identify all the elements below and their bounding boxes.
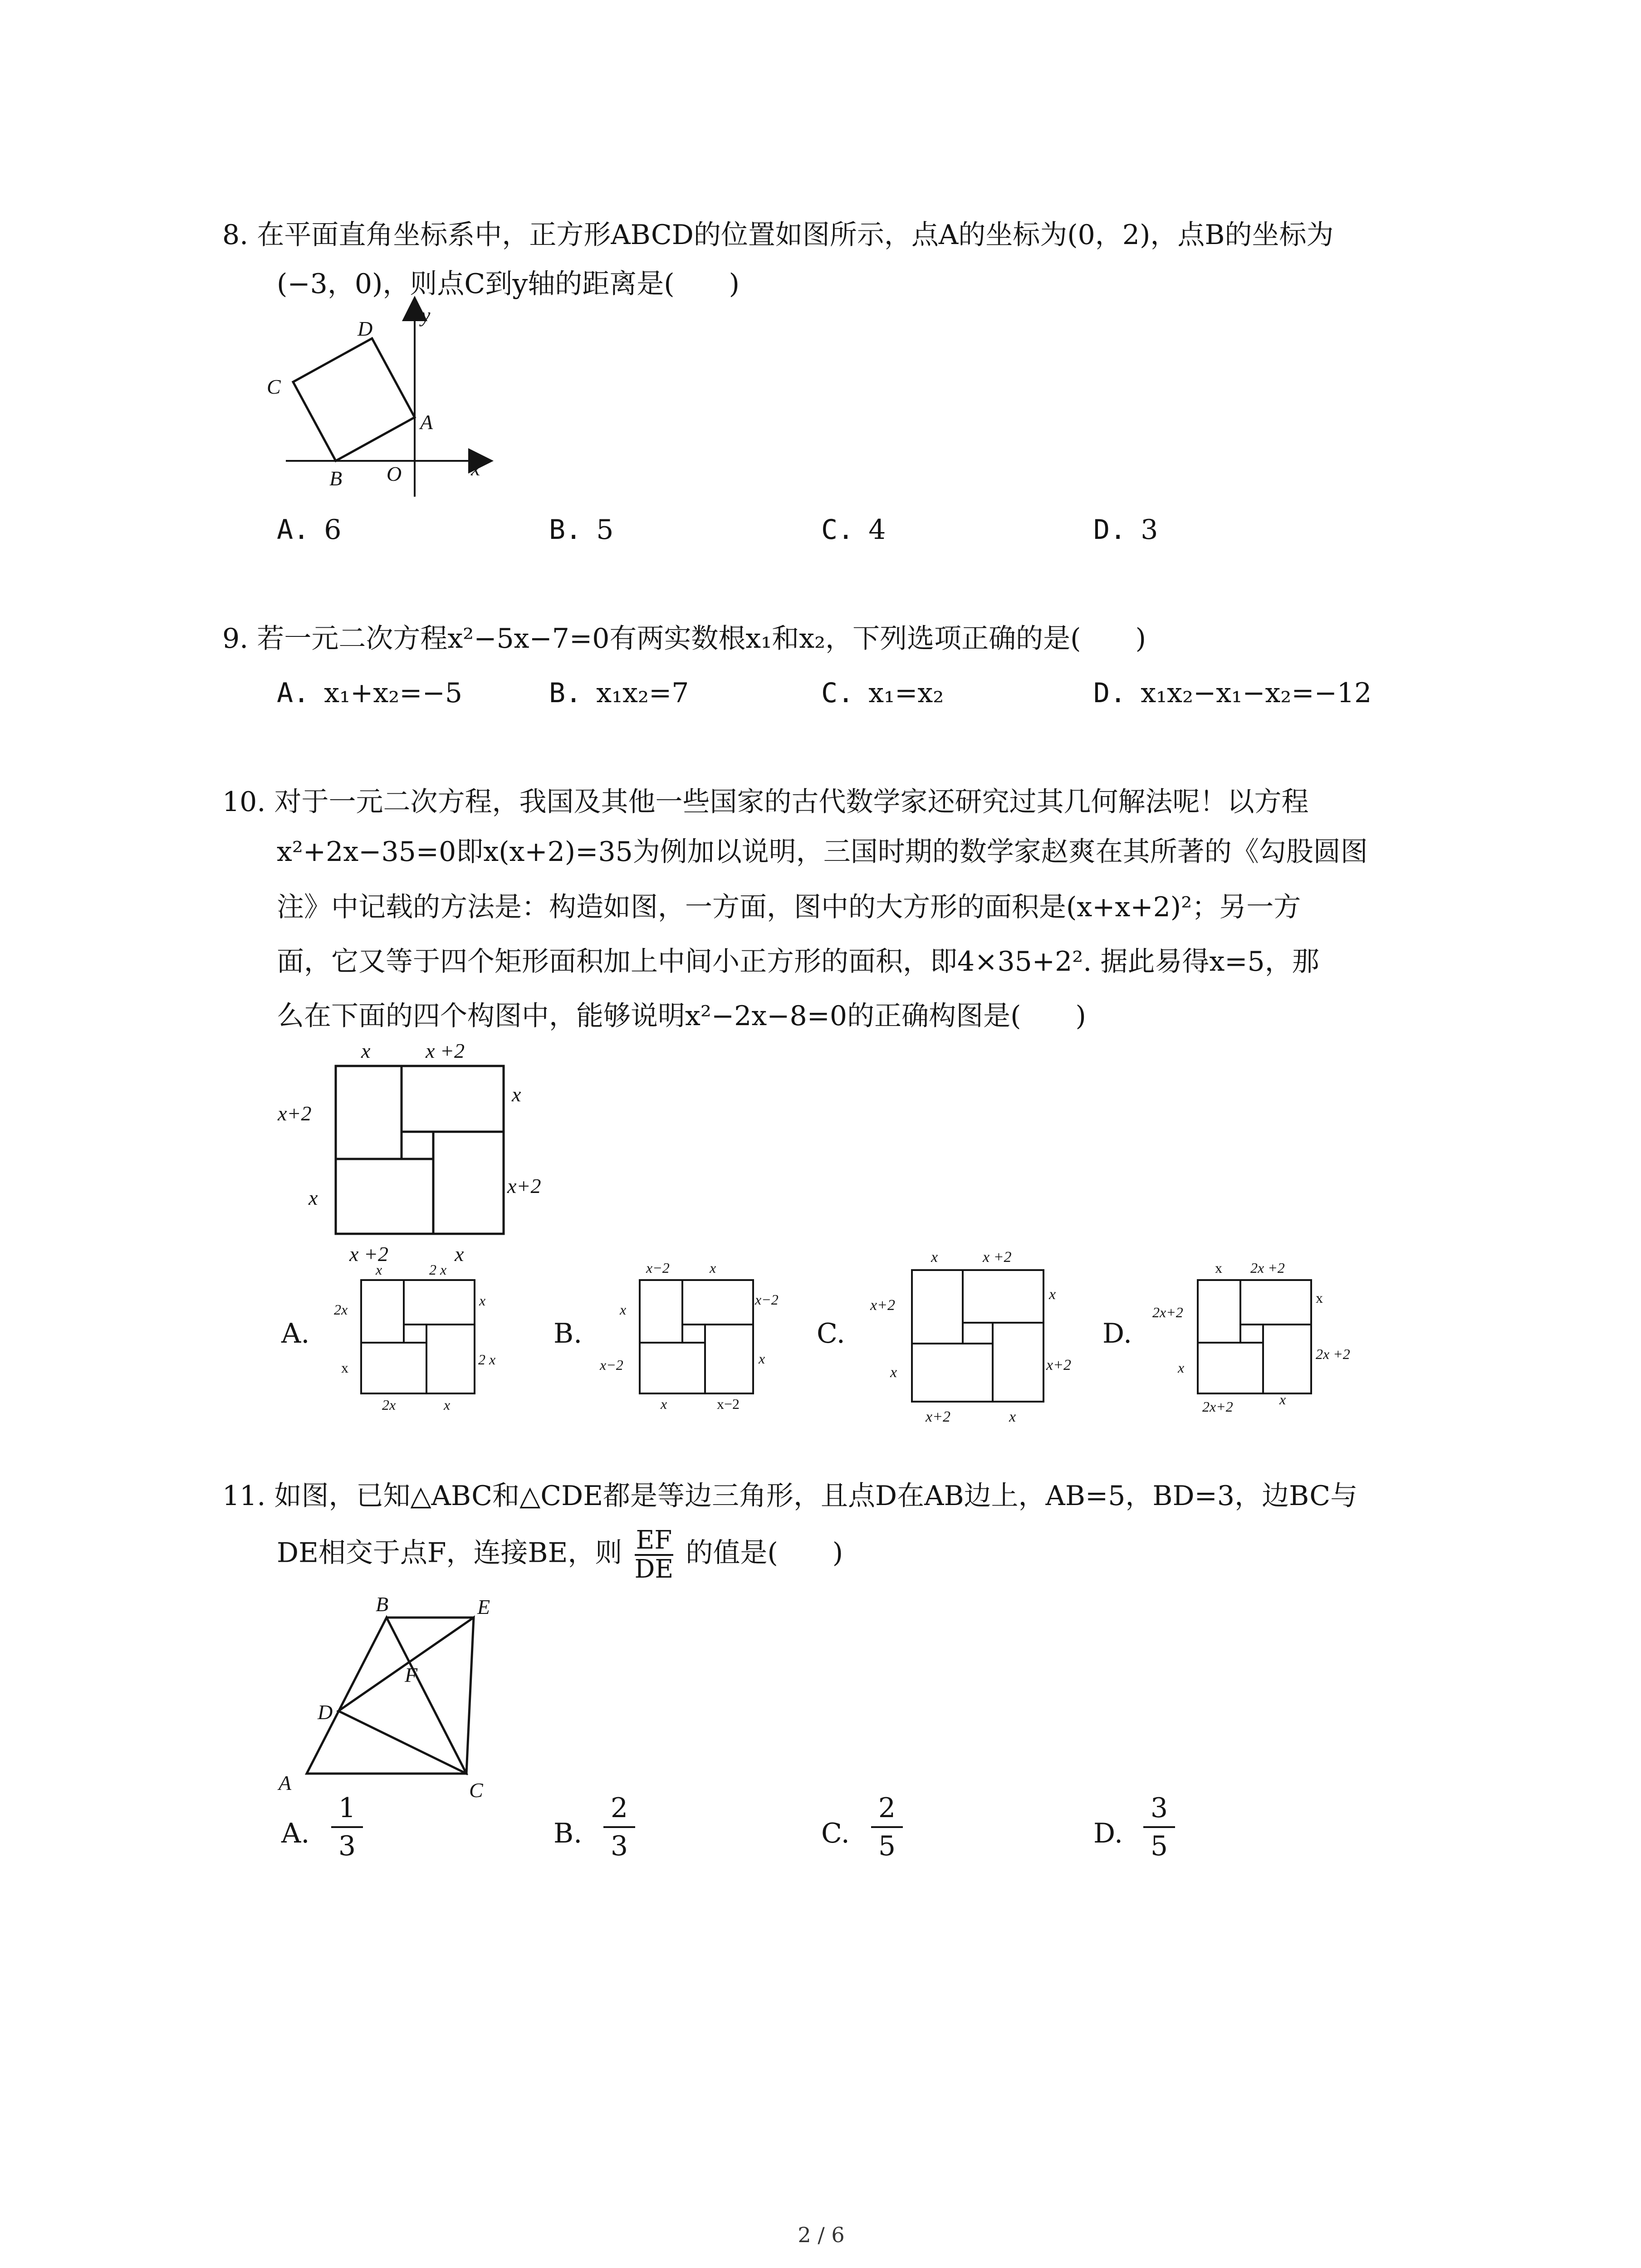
q8-option-b[interactable] (549, 512, 613, 548)
fig-label: 2x +2 (1250, 1260, 1285, 1276)
q9-option-d[interactable] (1093, 675, 1372, 711)
q8-label-d: D (358, 317, 373, 340)
q11-frac-numerator: EF (636, 1525, 672, 1555)
option-text: 5 (596, 514, 614, 546)
fig-label: x−2 (717, 1396, 740, 1412)
option-label: C. (821, 677, 854, 709)
q10-option-a-label[interactable]: A. (281, 1318, 310, 1349)
q10-main-left-bottom: x (309, 1186, 318, 1209)
fig-label: 2x+2 (1152, 1304, 1183, 1320)
option-text: x₁=x₂ (868, 677, 944, 709)
option-label: A. (277, 677, 310, 709)
fig-label: x (1178, 1359, 1185, 1376)
q10-main-bottom-right: x (455, 1242, 464, 1266)
q8-option-a[interactable] (277, 512, 341, 548)
q8-label-o: O (387, 462, 402, 485)
option-text: x₁x₂=7 (596, 677, 689, 709)
option-text: 4 (868, 514, 886, 546)
q8-option-c[interactable] (821, 512, 886, 548)
fig-label: 2 x (478, 1351, 496, 1368)
q11-line2-suffix: 的值是( ) (686, 1537, 843, 1569)
option-text: x₁x₂−x₁−x₂=−12 (1141, 677, 1372, 709)
q11-line2-prefix: DE相交于点F，连接BE，则 (277, 1537, 622, 1569)
option-label: D. (1093, 514, 1127, 546)
option-fraction (331, 1792, 363, 1862)
q11-label-b: B (376, 1593, 389, 1616)
q10-option-c-label[interactable]: C. (817, 1318, 845, 1349)
q8-label-a: A (420, 411, 433, 434)
option-fraction (1143, 1792, 1175, 1862)
q9-option-b[interactable] (549, 675, 689, 711)
option-text: 3 (1141, 514, 1158, 546)
q10-main-left-top: x+2 (278, 1102, 312, 1125)
option-label: B. (549, 677, 582, 709)
q11-triangle-figure (272, 1588, 526, 1805)
q8-text-line1: 8. 在平面直角坐标系中，正方形ABCD的位置如图所示，点A的坐标为(0，2)，点B的坐标为 (222, 219, 1334, 251)
q11-label-a: A (279, 1771, 292, 1794)
fig-label: x−2 (755, 1291, 779, 1308)
q10-option-b-label[interactable]: B. (554, 1318, 583, 1349)
q11-label-f: F (405, 1663, 418, 1686)
option-fraction (603, 1792, 635, 1862)
denominator: 3 (338, 1830, 356, 1862)
q9-text-line1: 9. 若一元二次方程x²−5x−7=0有两实数根x₁和x₂，下列选项正确的是( ) (222, 623, 1146, 655)
denominator: 5 (878, 1830, 896, 1862)
q10-text-line3: 注》中记载的方法是：构造如图，一方面，图中的大方形的面积是(x+x+2)²；另一方 (277, 891, 1301, 923)
option-text: x₁+x₂=−5 (324, 677, 463, 709)
fig-label: 2x+2 (1202, 1398, 1233, 1415)
page-number: 2 / 6 (798, 2223, 845, 2247)
option-label: C. (821, 1818, 850, 1849)
q10-text-line1: 10. 对于一元二次方程，我国及其他一些国家的古代数学家还研究过其几何解法呢！以方程 (222, 786, 1309, 818)
q8-text-line2: (−3，0)，则点C到y轴的距离是( ) (277, 268, 740, 300)
fig-label: 2x (334, 1301, 348, 1318)
denominator: 5 (1150, 1830, 1168, 1862)
fig-label: x (661, 1396, 667, 1412)
q10-main-top-right: x +2 (426, 1039, 465, 1062)
q10-text-line4: 面，它又等于四个矩形面积加上中间小正方形的面积，即4×35+2². 据此易得x=5，那 (277, 946, 1319, 978)
q8-label-c: C (267, 375, 281, 398)
q8-square-figure (254, 295, 499, 508)
denominator: 3 (610, 1830, 628, 1862)
q9-option-c[interactable] (821, 675, 944, 711)
q10-option-b-figure[interactable] (594, 1256, 794, 1411)
q8-label-b: B (329, 467, 343, 490)
fig-label: x (759, 1350, 765, 1367)
fig-label: x−2 (600, 1357, 623, 1373)
fig-label: x (376, 1261, 382, 1278)
numerator: 1 (338, 1792, 356, 1824)
fig-label: x (931, 1249, 938, 1266)
q10-main-bottom-left: x +2 (349, 1242, 388, 1266)
fig-label: x (710, 1260, 716, 1276)
q9-option-a[interactable] (277, 675, 462, 711)
numerator: 2 (610, 1792, 628, 1824)
option-label: D. (1093, 677, 1127, 709)
q10-text-line2: x²+2x−35=0即x(x+2)=35为例加以说明，三国时期的数学家赵爽在其所著的《勾股圆图 (277, 836, 1368, 868)
q11-text-line2 (277, 1527, 843, 1583)
q11-label-c: C (469, 1779, 483, 1802)
fig-label: x (620, 1301, 627, 1318)
q10-text-line5: 么在下面的四个构图中，能够说明x²−2x−8=0的正确构图是( ) (277, 1000, 1086, 1032)
fig-label: x (341, 1359, 348, 1376)
q11-text-line1: 11. 如图，已知△ABC和△CDE都是等边三角形，且点D在AB边上，AB=5，BD=3，边BC与 (222, 1480, 1358, 1512)
fig-label: x (444, 1397, 451, 1413)
q11-label-d: D (318, 1701, 333, 1724)
option-text: 6 (324, 514, 342, 546)
q10-main-figure (272, 1039, 572, 1275)
q11-frac-denominator: DE (634, 1554, 674, 1584)
fig-label: x (890, 1364, 897, 1381)
q10-main-right-bottom: x+2 (507, 1174, 541, 1198)
option-label: B. (554, 1818, 583, 1849)
q10-option-c-figure[interactable] (862, 1243, 1089, 1424)
q10-option-d-label[interactable]: D. (1102, 1318, 1132, 1349)
numerator: 3 (1150, 1792, 1168, 1824)
fig-label: x (1049, 1286, 1056, 1303)
fig-label: x+2 (870, 1297, 896, 1314)
fig-label: x (1279, 1391, 1286, 1408)
q10-option-a-figure[interactable] (322, 1261, 513, 1411)
option-label: C. (821, 514, 854, 546)
fig-label: x−2 (646, 1260, 670, 1276)
fig-label: x (1009, 1408, 1016, 1425)
fig-label: x +2 (983, 1249, 1012, 1266)
fig-label: x+2 (926, 1408, 951, 1425)
fig-label: 2 x (429, 1261, 447, 1278)
q8-label-y: y (421, 303, 431, 327)
q10-main-right-top: x (512, 1083, 521, 1106)
q10-main-top-left: x (361, 1039, 371, 1062)
q10-option-d-figure[interactable] (1143, 1252, 1379, 1420)
option-label: B. (549, 514, 582, 546)
option-fraction (871, 1792, 903, 1862)
option-label: A. (277, 514, 310, 546)
fig-label: 2x (382, 1397, 396, 1413)
fig-label: x (479, 1292, 486, 1309)
fig-label: 2x +2 (1316, 1346, 1350, 1362)
q8-option-d[interactable] (1093, 512, 1158, 548)
q8-label-x: x (471, 457, 480, 480)
option-label: A. (281, 1818, 310, 1849)
fig-label: x (1316, 1290, 1323, 1306)
numerator: 2 (878, 1792, 896, 1824)
fig-label: x (1215, 1260, 1222, 1276)
q11-label-e: E (477, 1595, 490, 1618)
option-label: D. (1093, 1818, 1123, 1849)
fig-label: x+2 (1046, 1357, 1072, 1374)
